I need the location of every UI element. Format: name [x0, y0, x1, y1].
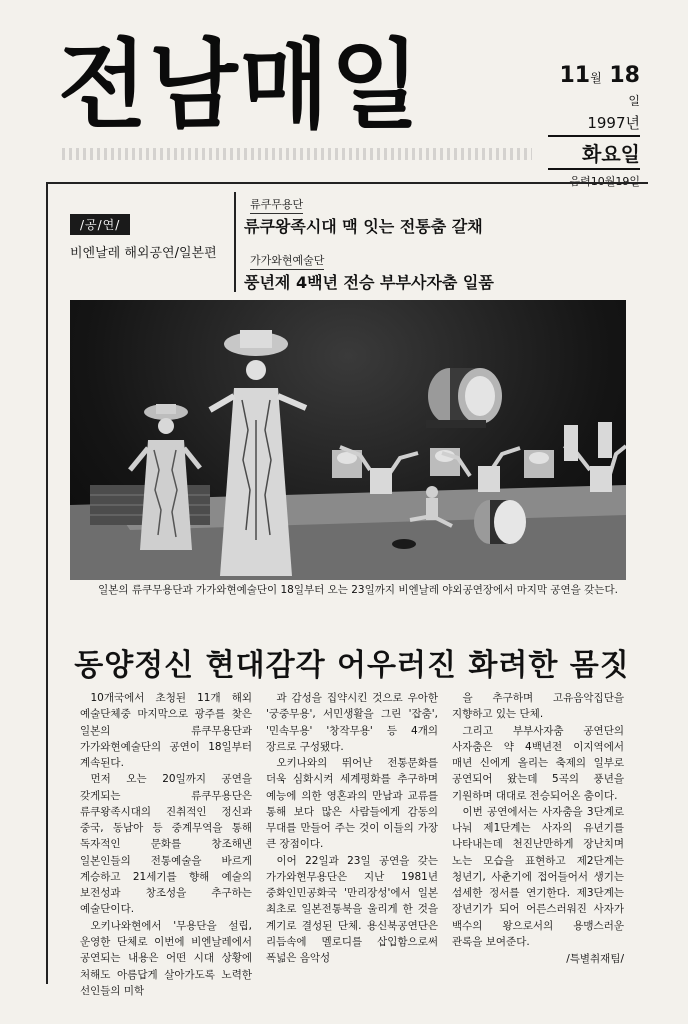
byline: /특별취재팀/: [566, 953, 624, 966]
newspaper-masthead: 전남매일: [58, 29, 422, 142]
performance-photo-drawing: [70, 300, 626, 580]
body-column-3: [452, 690, 624, 968]
series-label: 비엔날레 해외공연/일본편: [70, 246, 217, 261]
issue-date-box: [548, 64, 640, 189]
issue-day-unit: 일: [628, 94, 640, 109]
header-divider: [234, 192, 236, 292]
issue-day: 18: [609, 63, 640, 88]
section-tag: /공/연/: [70, 214, 130, 235]
issue-lunar-date: 음력10월19일: [569, 175, 640, 189]
performance-photo: [70, 300, 626, 580]
body-paragraph: 오키나와의 뛰어난 전통문화를 더욱 심화시켜 세계평화를 추구하며 예능에 의한 영혼과의 만남과 교류를 통해 보다 많은 사람들에게 감동의 무대를 만들어 주는 것이 이들의 가장 큰 장점이다.: [266, 757, 438, 851]
issue-month-unit: 월: [590, 71, 602, 85]
body-paragraph: 10개국에서 초청된 11개 해외 예술단체중 마지막으로 광주를 찾은 일본의 류쿠무용단과 가가와현예술단의 공연이 18일부터 계속된다.: [80, 692, 252, 770]
issue-weekday: 화요일: [548, 135, 640, 170]
issue-year: 1997년: [587, 114, 640, 133]
body-paragraph: 먼저 오는 20일까지 공연을 갖게되는 류쿠무용단은 류쿠왕족시대의 진취적인 정신과 중국, 동남아 등 중계무역을 통해 독자적인 문화를 창조해낸 일본인들의 전통예술을 바르게 계승하고 21세기를 향해 예술의 보전성과 창조성을 추구하는 예술단이다.: [80, 773, 252, 916]
subhead-group-2: 가가와현예술단: [250, 252, 324, 270]
body-paragraph: 이어 22일과 23일 공연을 갖는 가가와현무용단은 지난 1981년 중화인민공화국 '만리장성'에서 일본 최초로 일본전통북을 울리게 한 것을 계기로 결성된 단체. 용신북공연단은 리듬속에 멜로디를 삽입함으로써 폭넓은 음악성: [266, 854, 438, 965]
issue-month-day: [548, 64, 640, 110]
body-paragraph: 과 감성을 집약시킨 것으로 우아한 '궁중무용', 서민생활을 그린 '잡춤', '민속무용' '창작무용' 등 4개의 장르로 구성됐다.: [266, 692, 438, 753]
body-paragraph: 이번 공연에서는 사자춤을 3단계로 나눠 제1단계는 사자의 유년기를 나타내는데 천진난만하게 장난치며 노는 모습을 표현하고 제2단계는 청년기, 사춘기에 접어들어서 생기는 섬세한 정서를 연기한다. 제3단계는 장년기가 되어 어른스러워진 사자가 백수의 왕으로서의 용맹스러운 관록을 보여준다.: [452, 805, 624, 948]
subheadline-2: 풍년제 4백년 전승 부부사자춤 일품: [244, 273, 494, 292]
body-paragraph: 을 추구하며 고유음악집단을 지향하고 있는 단체.: [452, 692, 624, 721]
subheadline-1: 류쿠왕족시대 맥 잇는 전통춤 갈채: [244, 217, 483, 236]
body-paragraph: 오키나와현에서 '무용단을 설립, 운영한 단체로 이번에 비엔날레에서 공연되는 내용은 어떤 시대 상황에 처해도 아름답게 살아가도록 노력한 선인들의 미학: [80, 919, 252, 997]
masthead-print-shadow: [62, 148, 532, 160]
subhead-group-1: 류쿠무용단: [250, 196, 303, 214]
body-column-2: [266, 690, 438, 967]
issue-month: 11: [559, 63, 591, 88]
body-column-1: [80, 690, 252, 999]
main-headline: 동양정신 현대감각 어우러진 화려한 몸짓: [74, 648, 630, 683]
body-paragraph: 그리고 부부사자춤 공연단의 사자춤은 약 4백년전 이지역에서 매년 신에게 올리는 축제의 일부로 공연되어 왔는데 5곡의 풍년을 기원하며 대대로 전승되어온 춤이다.: [452, 724, 624, 802]
photo-caption: 일본의 류쿠무용단과 가가와현예술단이 18일부터 오는 23일까지 비엔날레 야외공연장에서 마지막 공연을 갖는다.: [98, 584, 618, 596]
